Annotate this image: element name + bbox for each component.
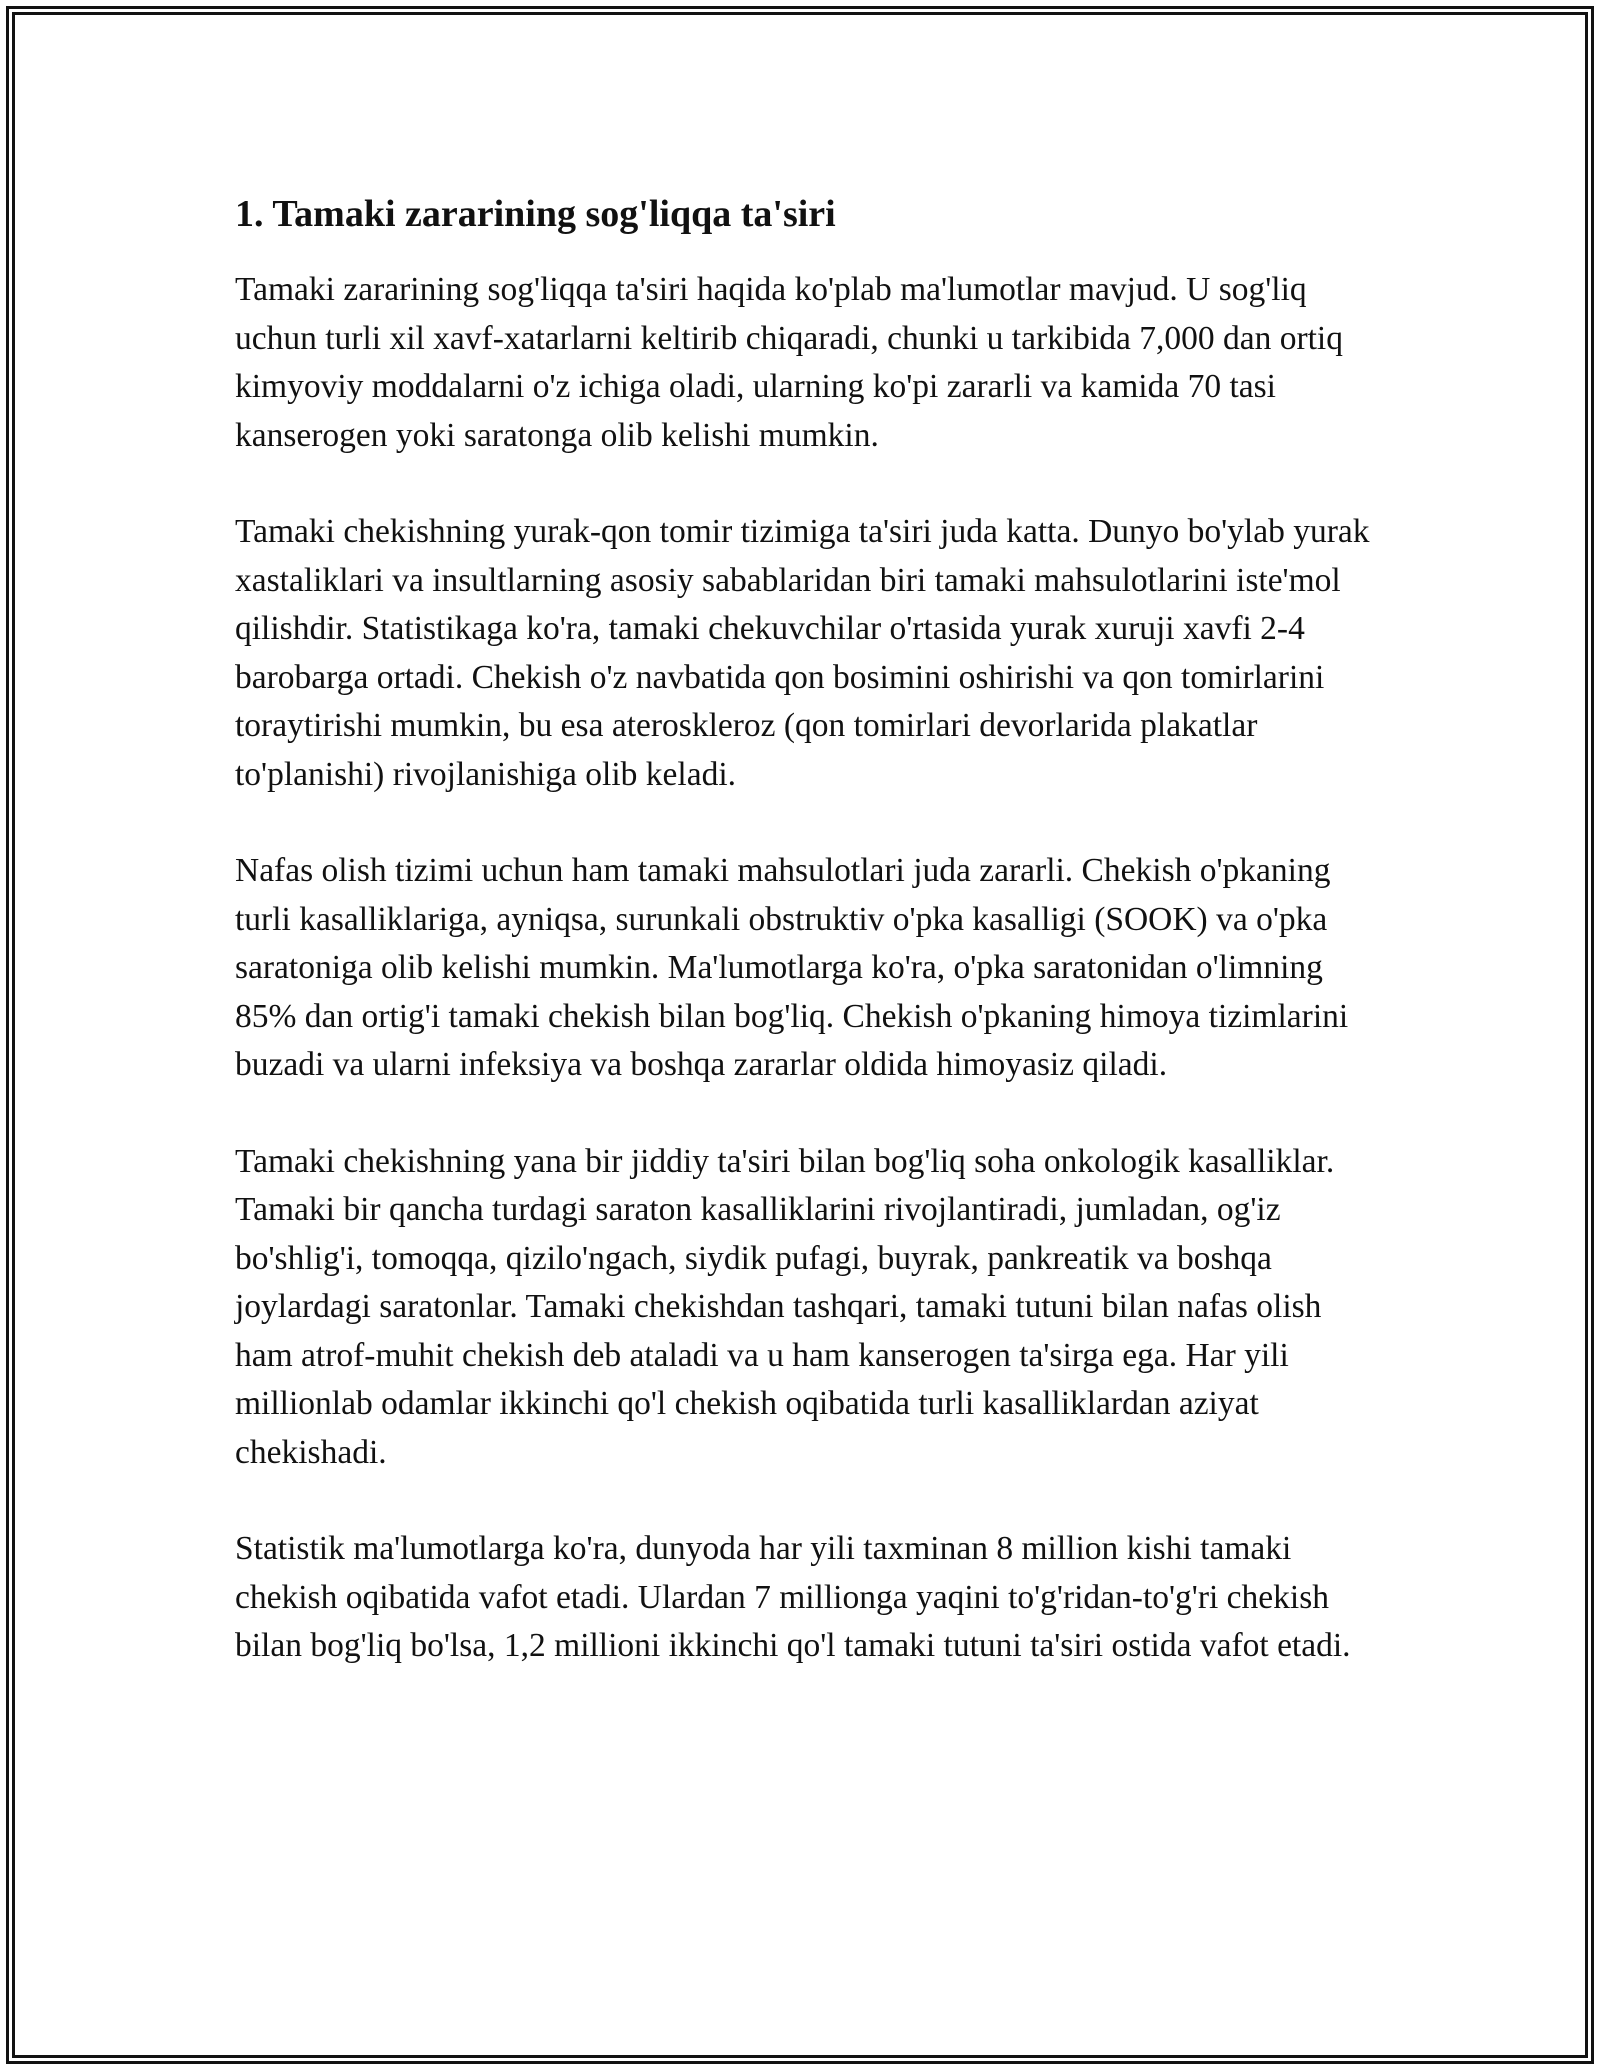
paragraph-statistics: Statistik ma'lumotlarga ko'ra, dunyoda har yili taxminan 8 million kishi tamaki chekish oqibatida vafot etadi. Ulardan 7 millionga yaqini to'g'ridan-to'g'ri chekish bilan bog'liq bo'lsa, 1,2 millioni ikkinchi qo'l tamaki tutuni ta'siri ostida vafot etadi. <box>235 1530 1351 1664</box>
paragraph-respiratory: Nafas olish tizimi uchun ham tamaki mahsulotlari juda zararli. Chekish o'pkaning turli kasalliklariga, ayniqsa, surunkali obstruktiv o'pka kasalligi (SOOK) va o'pka saratoniga olib kelishi mumkin. Ma'lumotlarga ko'ra, o'pka saratonidan o'limning 85% dan ortig'i tamaki chekish bilan bog'liq. Chekish o'pkaning himoya tizimlarini buzadi va ularni infeksiya va boshqa zararlar oldida himoyasiz qiladi. <box>235 852 1349 1083</box>
document-body <box>235 188 1375 1719</box>
paragraph-oncology: Tamaki chekishning yana bir jiddiy ta'siri bilan bog'liq soha onkologik kasalliklar. Tamaki bir qancha turdagi saraton kasalliklarini rivojlantiradi, jumladan, og'iz bo'shlig'i, tomoqqa, qizilo'ngach, siydik pufagi, buyrak, pankreatik va boshqa joylardagi saratonlar. Tamaki chekishdan tashqari, tamaki tutuni bilan nafas olish ham atrof-muhit chekish deb ataladi va u ham kanserogen ta'sirga ega. Har yili millionlab odamlar ikkinchi qo'l chekish oqibatida turli kasalliklardan aziyat chekishadi. <box>235 1142 1335 1471</box>
paragraph-cardiovascular: Tamaki chekishning yurak-qon tomir tizimiga ta'siri juda katta. Dunyo bo'ylab yurak xastaliklari va insultlarning asosiy sabablaridan biri tamaki mahsulotlarini iste'mol qilishdir. Statistikaga ko'ra, tamaki chekuvchilar o'rtasida yurak xuruji xavfi 2-4 barobarga ortadi. Chekish o'z navbatida qon bosimini oshirishi va qon tomirlarini toraytirishi mumkin, bu esa ateroskleroz (qon tomirlari devorlarida plakatlar to'planishi) rivojlanishiga olib keladi. <box>235 513 1370 793</box>
section-heading: 1. Tamaki zararining sog'liqqa ta'siri <box>235 193 836 235</box>
paragraph-intro: Tamaki zararining sog'liqqa ta'siri haqida ko'plab ma'lumotlar mavjud. U sog'liq uchun turli xil xavf-xatarlarni keltirib chiqaradi, chunki u tarkibida 7,000 dan ortiq kimyoviy moddalarni o'z ichiga oladi, ularning ko'pi zararli va kamida 70 tasi kanserogen yoki saratonga olib kelishi mumkin. <box>235 271 1343 454</box>
